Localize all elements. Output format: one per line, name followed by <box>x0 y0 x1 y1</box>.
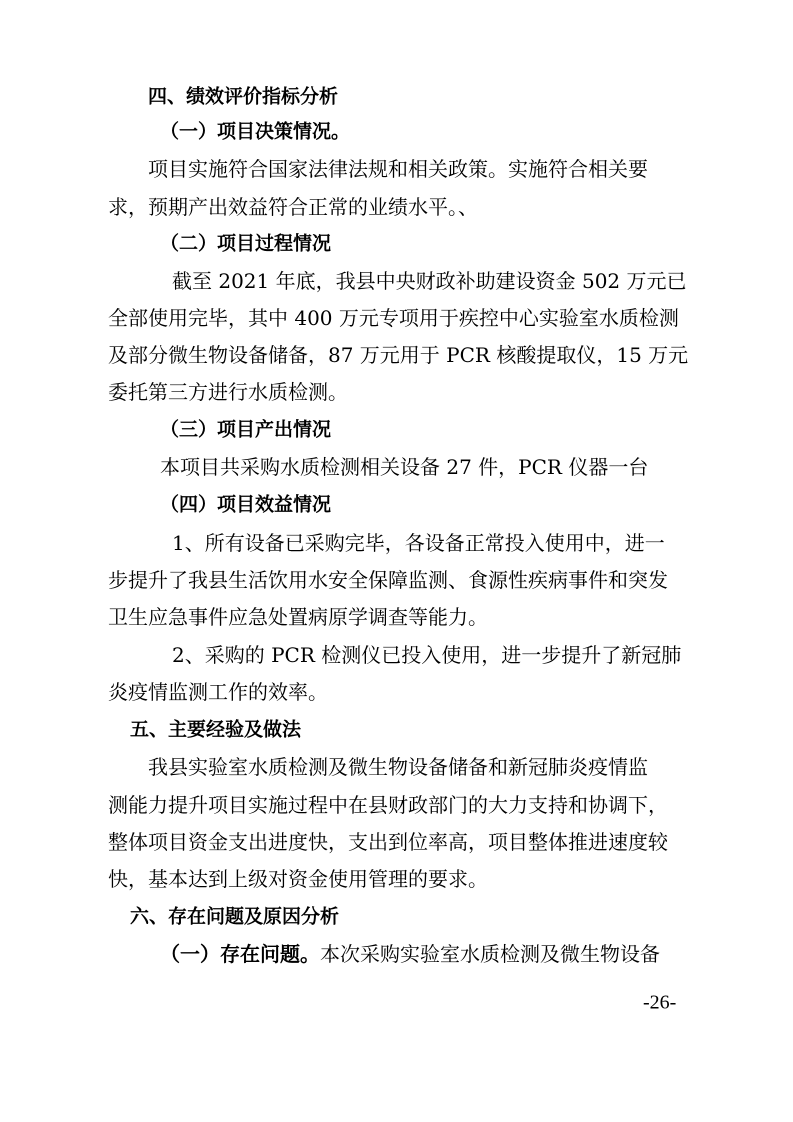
paragraph-line: 1、所有设备已采购完毕，各设备正常投入使用中，进一 <box>172 531 665 555</box>
paragraph-line: 本项目共采购水质检测相关设备 27 件，PCR 仪器一台 <box>160 455 649 479</box>
subsection-3-heading: （三）项目产出情况 <box>160 418 332 441</box>
subsection-problem-line <box>160 944 660 964</box>
subsection-1-heading: （一）项目决策情况。 <box>160 120 351 143</box>
paragraph-line: 快，基本达到上级对资金使用管理的要求。 <box>108 867 488 891</box>
paragraph-line: 全部使用完毕，其中 400 万元专项用于疾控中心实验室水质检测 <box>108 306 679 330</box>
paragraph-line: 2、采购的 PCR 检测仪已投入使用，进一步提升了新冠肺 <box>172 643 682 667</box>
paragraph-line: 项目实施符合国家法律法规和相关政策。实施符合相关要 <box>148 157 648 181</box>
section-4-heading: 四、绩效评价指标分析 <box>148 85 339 108</box>
paragraph-line: 及部分微生物设备储备，87 万元用于 PCR 核酸提取仪，15 万元 <box>108 343 689 367</box>
paragraph-line: 测能力提升项目实施过程中在县财政部门的大力支持和协调下， <box>108 793 668 817</box>
paragraph-line: 委托第三方进行水质检测。 <box>108 380 348 404</box>
section-6-heading: 六、存在问题及原因分析 <box>130 905 340 928</box>
paragraph-line: 求，预期产出效益符合正常的业绩水平。、 <box>108 195 478 219</box>
subsection-problem-heading: （一）存在问题。 <box>160 942 320 966</box>
paragraph-line: 截至 2021 年底，我县中央财政补助建设资金 502 万元已 <box>172 269 687 293</box>
subsection-2-heading: （二）项目过程情况 <box>160 232 332 255</box>
paragraph-line: 整体项目资金支出进度快，支出到位率高，项目整体推进速度较 <box>108 830 668 854</box>
subsection-4-heading: （四）项目效益情况 <box>160 493 332 516</box>
paragraph-line: 卫生应急事件应急处置病原学调查等能力。 <box>108 605 488 629</box>
page-number: -26- <box>643 991 677 1014</box>
paragraph-line: 步提升了我县生活饮用水安全保障监测、食源性疾病事件和突发 <box>108 568 668 592</box>
paragraph-line: 我县实验室水质检测及微生物设备储备和新冠肺炎疫情监 <box>148 755 648 779</box>
section-5-heading: 五、主要经验及做法 <box>130 718 302 741</box>
paragraph-text: 本次采购实验室水质检测及微生物设备 <box>320 942 660 966</box>
paragraph-line: 炎疫情监测工作的效率。 <box>108 680 328 704</box>
